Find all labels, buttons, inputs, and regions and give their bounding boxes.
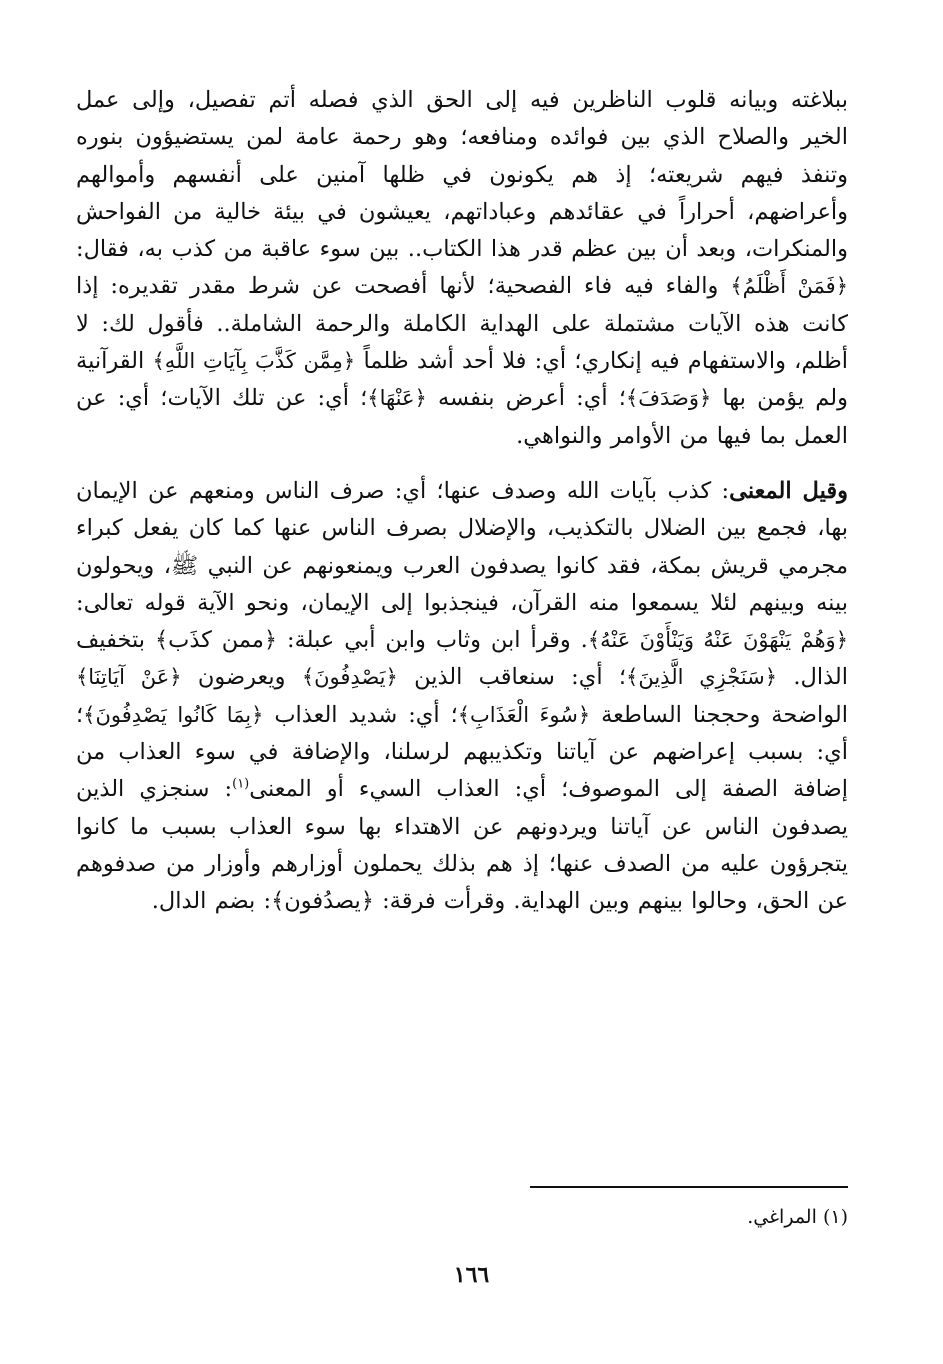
footnote-divider bbox=[530, 1186, 848, 1188]
variant-reading: ﴿يصدُفون﴾ bbox=[271, 888, 374, 915]
quran-quote: ﴿مِمَّن كَذَّبَ بِآيَاتِ اللَّهِ﴾ bbox=[152, 349, 356, 374]
paragraph-2-text-10: : بضم الدال. bbox=[151, 888, 272, 915]
footnote-reference: (١) bbox=[232, 776, 250, 792]
paragraph-1-text-4: ؛ أي: أعرض بنفسه bbox=[426, 385, 626, 412]
paragraph-2-text-7: ؛ أي: شديد العذاب bbox=[263, 701, 458, 728]
paragraph-1 bbox=[76, 82, 848, 455]
quran-quote: ﴿عَنْ آيَاتِنَا﴾ bbox=[76, 665, 182, 690]
page-body bbox=[76, 82, 848, 921]
paragraph-2-text-9: : سنجزي الذين يصدفون الناس عن آياتنا ويردونهم عن الاهتداء بها سوء العذاب بسبب ما كانوا يتجرؤون عليه من الصدف عنها؛ إذ هم بذلك يحملون أوزارهم وأوزار من صدفوهم عن الحق، وحالوا بينهم وبين الهداية. وقرأت فرقة: bbox=[76, 776, 848, 915]
footnote-marker: (١) bbox=[822, 1206, 848, 1228]
quran-quote: ﴿يَصْدِفُونَ﴾ bbox=[301, 665, 398, 690]
paragraph-2-lead-phrase: وقيل المعنى bbox=[729, 477, 849, 504]
paragraph-1-text-3: القرآنية ولم يؤمن بها bbox=[76, 348, 848, 412]
paragraph-1-text-2: والفاء فيه فاء الفصحية؛ لأنها أفصحت عن شرط مقدر تقديره: إذا كانت هذه الآيات مشتملة على الهداية الكاملة والرحمة الشاملة.. فأقول لك: لا أظلم، والاستفهام فيه إنكاري؛ أي: فلا أحد أشد ظلماً bbox=[76, 273, 849, 375]
paragraph-1-text-1: ببلاغته وبيانه قلوب الناظرين فيه إلى الحق الذي فصله أتم تفصيل، وإلى عمل الخير والصلاح الذي بين فوائده ومنافعه؛ وهو رحمة عامة لمن يستضيؤون بنوره وتنفذ فيهم شريعته؛ إذ هم يكونون في ظلها آمنين على أنفسهم وأموالهم وأعراضهم، أحراراً في عقائدهم وعباداتهم، يعيشون في بيئة خالية من الفواحش والمنكرات، وبعد أن بين عظم قدر هذا الكتاب.. بين سوء عاقبة من كذب به، فقال: bbox=[76, 87, 848, 263]
quran-quote: ﴿بِمَا كَانُوا يَصْدِفُونَ﴾ bbox=[83, 702, 264, 727]
paragraph-2-text-3: بتخفيف الذال. bbox=[76, 627, 848, 691]
quran-quote: ﴿سَنَجْزِي الَّذِينَ﴾ bbox=[626, 665, 778, 690]
paragraph-2-text-4: ؛ أي: سنعاقب الذين bbox=[397, 664, 627, 691]
paragraph-2-text-6: الواضحة وحججنا الساطعة bbox=[590, 701, 848, 728]
quran-quote: ﴿فَمَنْ أَظْلَمُ﴾ bbox=[730, 274, 848, 299]
paragraph-2-text-8: ؛ أي: بسبب إعراضهم عن آياتنا وتكذيبهم لرسلنا، والإضافة في سوء العذاب من إضافة الصفة إلى الموصوف؛ أي: العذاب السيء أو المعنى bbox=[76, 701, 849, 803]
paragraph-2 bbox=[76, 473, 848, 921]
footnote-text: المراغي. bbox=[747, 1206, 817, 1228]
variant-reading: ﴿ممن كذَب﴾ bbox=[154, 627, 278, 654]
paragraph-2-text-5: ويعرضون bbox=[181, 664, 302, 691]
page-number: ١٦٦ bbox=[453, 1262, 490, 1288]
quran-quote: ﴿وَصَدَفَ﴾ bbox=[625, 386, 712, 411]
quran-quote: ﴿سُوءَ الْعَذَابِ﴾ bbox=[457, 702, 591, 727]
quran-quote: ﴿عَنْهَا﴾ bbox=[367, 386, 427, 411]
paragraph-2-text-1: : كذب بآيات الله وصدف عنها؛ أي: صرف الناس ومنعهم عن الإيمان بها، فجمع بين الضلال بالتكذيب، والإضلال بصرف الناس عنها كما كان يفعل كبراء مجرمي قريش بمكة، فقد كانوا يصدفون العرب ويمنعونهم عن النبي ﷺ، ويحولون بينه وبينهم لئلا يسمعوا منه القرآن، فينجذبوا إلى الإيمان، ونحو الآية قوله تعالى: bbox=[76, 477, 848, 616]
footnote bbox=[747, 1203, 848, 1231]
paragraph-2-text-2: . وقرأ ابن وثاب وابن أبي عبلة: bbox=[277, 627, 588, 654]
paragraph-1-text-5: ؛ أي: عن تلك الآيات؛ أي: عن العمل بما فيها من الأوامر والنواهي. bbox=[76, 385, 848, 449]
quran-quote: ﴿وَهُمْ يَنْهَوْنَ عَنْهُ وَيَنْأَوْنَ عَنْهُ﴾ bbox=[587, 628, 849, 653]
